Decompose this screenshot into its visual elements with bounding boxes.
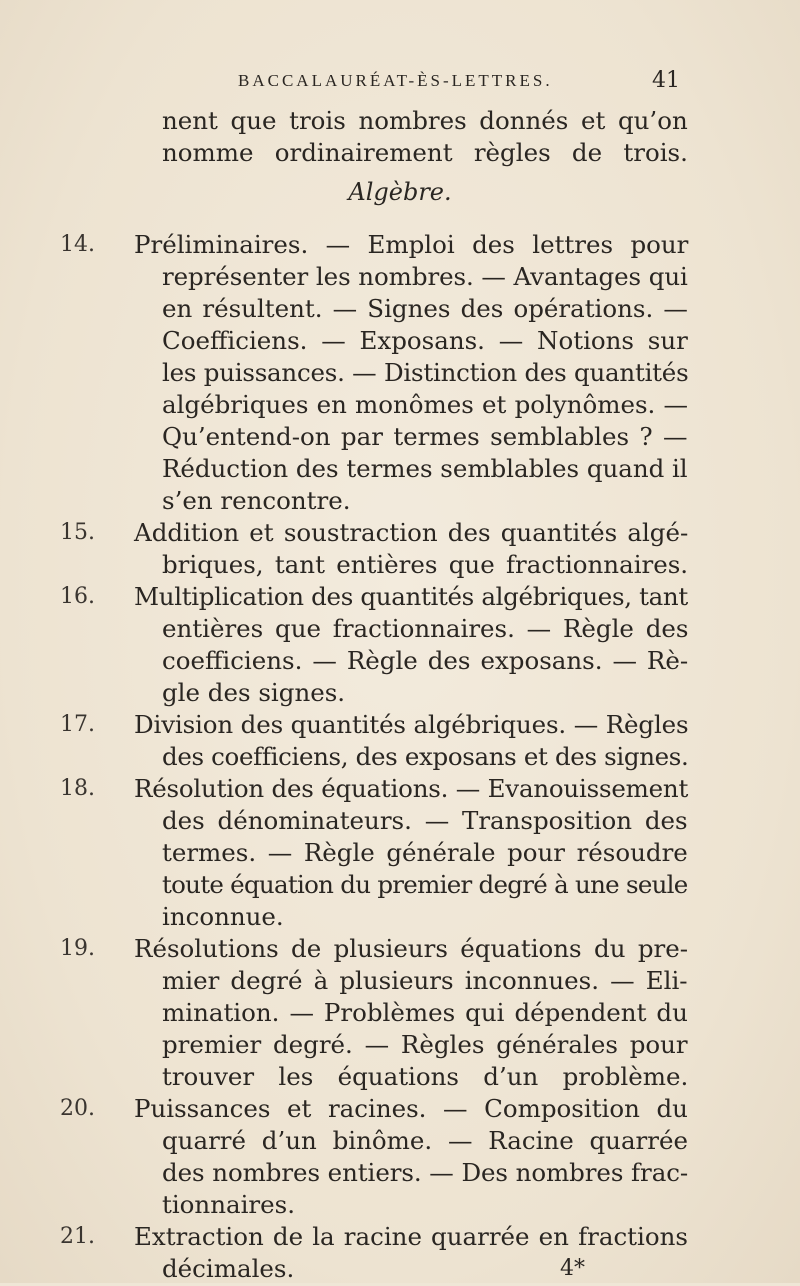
item-number: 14. <box>60 232 95 257</box>
running-head <box>0 66 800 96</box>
item-line: Puissances et racines. — Composition du <box>134 1094 688 1123</box>
item-line: Préliminaires. — Emploi des lettres pour <box>134 230 689 259</box>
item-line: entières que fractionnaires. — Règle des <box>162 614 689 643</box>
page-number: 41 <box>652 68 680 93</box>
item-line: décimales. <box>162 1254 295 1283</box>
item-line: des coefficiens, des exposans et des signes. <box>162 742 689 771</box>
item-line: Extraction de la racine quarrée en fractions <box>134 1222 688 1251</box>
item-number: 17. <box>60 712 95 737</box>
item-line: représenter les nombres. — Avantages qui <box>162 262 688 291</box>
item-line: trouver les équations d’un problème. <box>162 1062 689 1091</box>
item-line: Réduction des termes semblables quand il <box>162 454 688 483</box>
intro-line-text: nomme ordinairement règles de trois. <box>162 138 688 167</box>
item-line: coefficiens. — Règle des exposans. — Rè- <box>162 646 689 675</box>
item-line: premier degré. — Règles générales pour <box>162 1030 688 1059</box>
item-line: Coefficiens. — Exposans. — Notions sur <box>162 326 688 355</box>
item-line: en résultent. — Signes des opérations. — <box>162 294 688 323</box>
item-number: 19. <box>60 936 95 961</box>
item-line: s’en rencontre. <box>162 486 351 515</box>
item-line: les puissances. — Distinction des quantités <box>162 358 689 387</box>
running-head-title: BACCALAURÉAT-ÈS-LETTRES. <box>238 71 553 90</box>
item-line: Résolutions de plusieurs équations du pre- <box>134 934 689 963</box>
item-line: algébriques en monômes et polynômes. — <box>162 390 688 419</box>
intro-line-text: nent que trois nombres donnés et qu’on <box>162 106 688 135</box>
item-line: Multiplication des quantités algébriques, tant <box>134 582 688 611</box>
item-line: quarré d’un binôme. — Racine quarrée <box>162 1126 688 1155</box>
item-number: 20. <box>60 1096 95 1121</box>
item-line: briques, tant entières que fractionnaires. <box>162 550 689 579</box>
item-line: Division des quantités algébriques. — Règles <box>134 710 689 739</box>
item-line: termes. — Règle générale pour résoudre <box>162 838 688 867</box>
item-line: Qu’entend-on par termes semblables ? — <box>162 422 688 451</box>
section-heading: Algèbre. <box>348 178 452 206</box>
item-line: gle des signes. <box>162 678 346 707</box>
item-number: 16. <box>60 584 95 609</box>
item-line: mination. — Problèmes qui dépendent du <box>162 998 688 1027</box>
item-line: inconnue. <box>162 902 284 931</box>
item-line: toute équation du premier degré à une seule <box>162 870 688 899</box>
item-number: 18. <box>60 776 95 801</box>
item-line: des dénominateurs. — Transposition des <box>162 806 688 835</box>
signature-mark: 4* <box>560 1256 585 1281</box>
item-line: Résolution des équations. — Evanouissement <box>134 774 689 803</box>
item-number: 15. <box>60 520 95 545</box>
item-line: tionnaires. <box>162 1190 296 1219</box>
item-line: Addition et soustraction des quantités algé- <box>134 518 689 547</box>
item-number: 21. <box>60 1224 95 1249</box>
item-line: mier degré à plusieurs inconnues. — Eli- <box>162 966 688 995</box>
item-line: des nombres entiers. — Des nombres frac- <box>162 1158 689 1187</box>
